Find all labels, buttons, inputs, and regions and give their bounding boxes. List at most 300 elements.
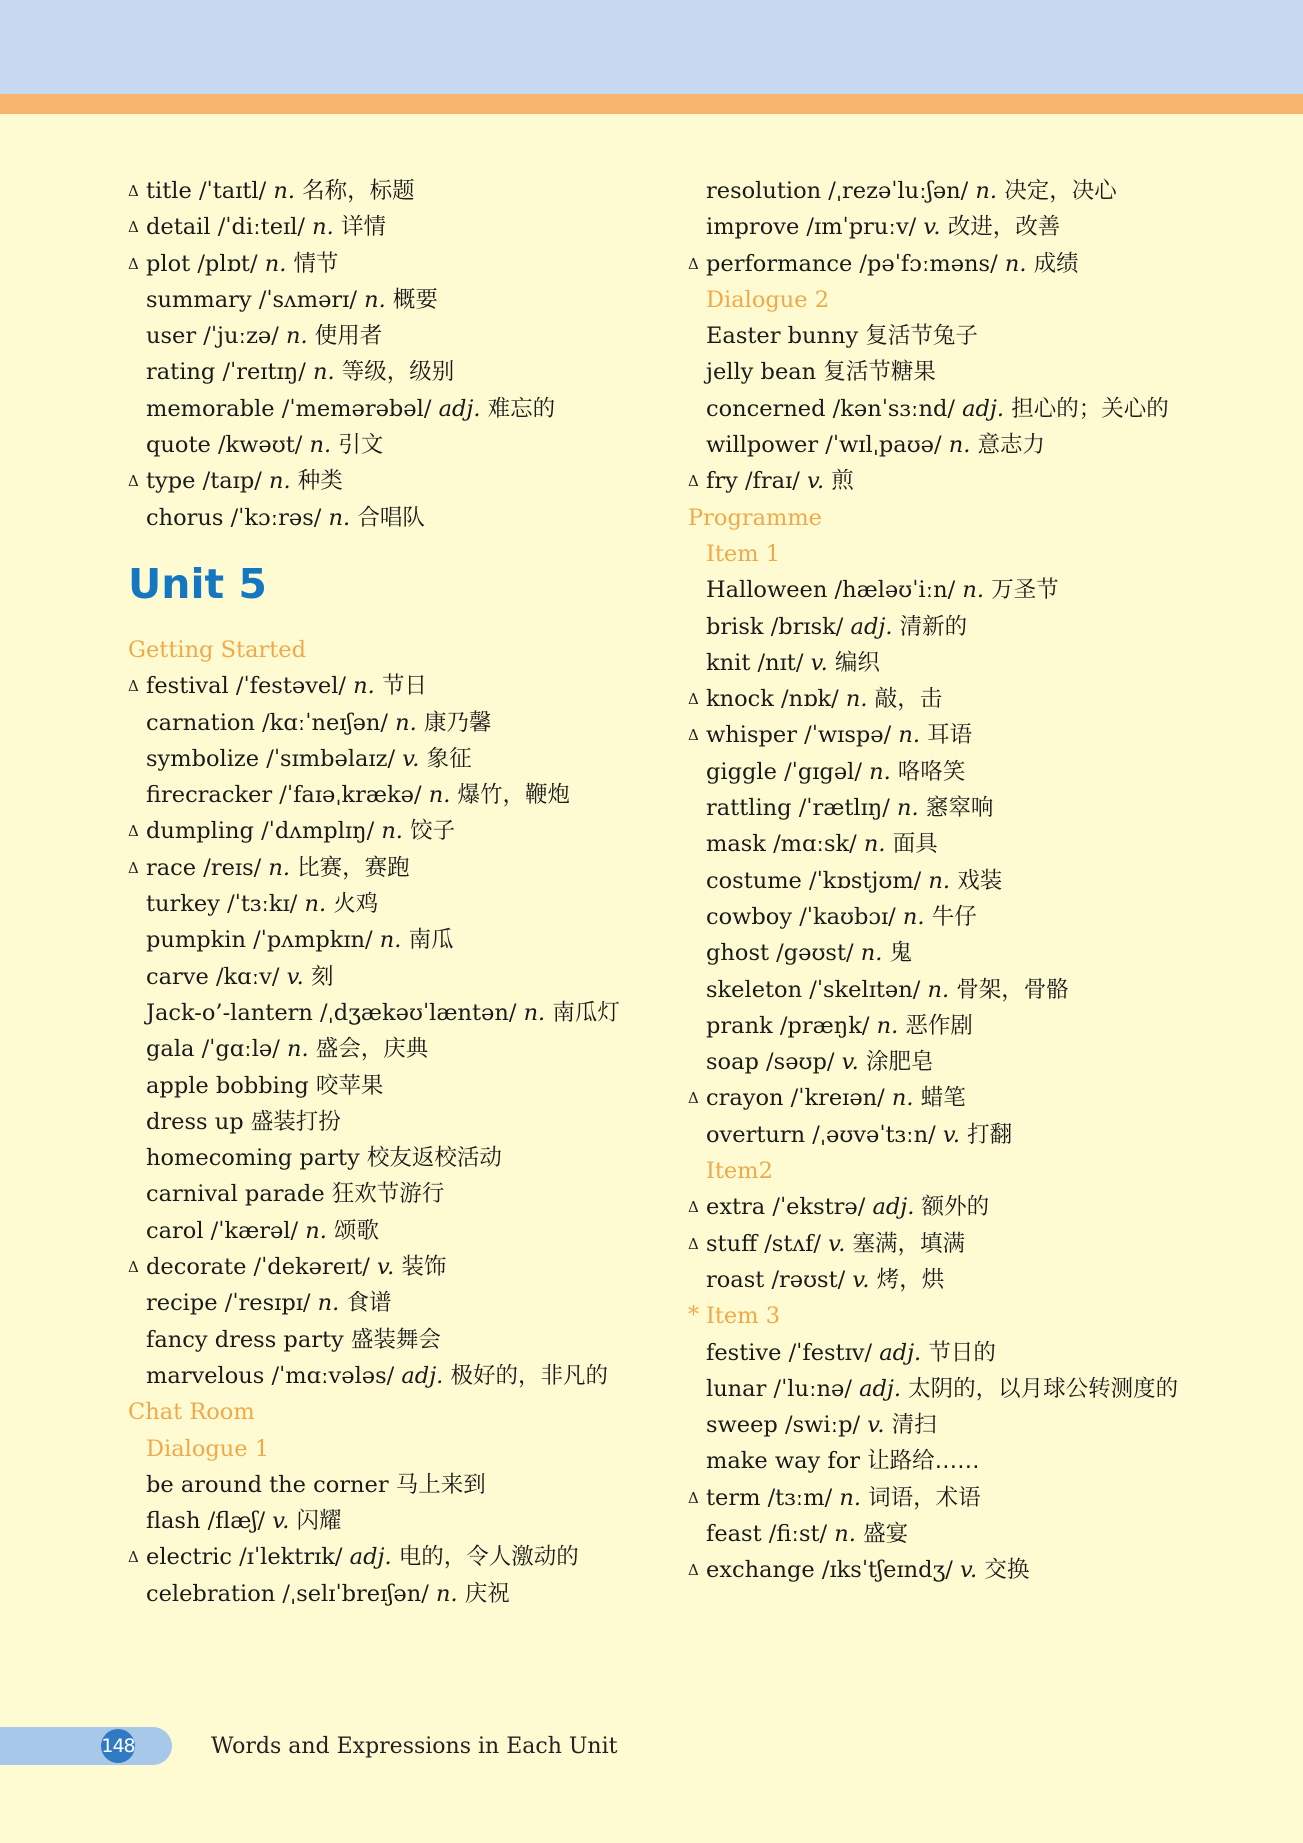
- vocab-entry: [128, 463, 658, 499]
- entry-word: giggle /ˈgɪgəl/: [706, 758, 870, 785]
- entry-translation: 复活节糖果: [823, 359, 936, 386]
- entry-word: chorus /ˈkɔːrəs/: [146, 504, 329, 531]
- entry-word: memorable /ˈmemərəbəl/: [146, 395, 439, 422]
- section-label: Item2: [706, 1158, 773, 1185]
- delta-marker-icon: Δ: [128, 677, 139, 696]
- entry-word: detail /ˈdiːteɪl/: [146, 214, 313, 241]
- entry-translation: 复活节兔子: [865, 323, 978, 350]
- entry-word: knit /nɪt/: [706, 649, 811, 676]
- entry-translation: 改进，改善: [940, 214, 1061, 241]
- entry-translation: 详情: [333, 214, 386, 241]
- entry-part-of-speech: n.: [839, 1484, 861, 1511]
- entry-translation: 闪耀: [289, 1508, 342, 1535]
- entry-word: concerned /kənˈsɜːnd/: [706, 395, 963, 422]
- entry-word: ghost /gəʊst/: [706, 940, 861, 967]
- vocab-entry: [688, 1407, 1288, 1443]
- entry-translation: 清新的: [892, 613, 968, 640]
- entry-word: plot /plɒt/: [146, 250, 265, 277]
- delta-marker-icon: Δ: [688, 690, 699, 709]
- entry-translation: 南瓜: [401, 927, 454, 954]
- entry-part-of-speech: n.: [312, 214, 334, 241]
- vocab-entry: [688, 209, 1288, 245]
- entry-translation: 节日的: [921, 1339, 996, 1366]
- entry-word: turkey /ˈtɜːkɪ/: [146, 891, 305, 918]
- entry-part-of-speech: n.: [317, 1290, 340, 1317]
- entry-translation: 概要: [385, 286, 438, 313]
- vocab-entry: [688, 1189, 1288, 1225]
- page-number: 148: [101, 1729, 135, 1763]
- entry-translation: 火鸡: [326, 891, 379, 918]
- section-label: Item 1: [706, 540, 781, 567]
- section-label: Dialogue 2: [706, 286, 830, 313]
- delta-marker-icon: Δ: [128, 822, 139, 841]
- entry-word: Halloween /hæləʊˈiːn/: [706, 577, 963, 604]
- entry-word: festive /ˈfestɪv/: [706, 1339, 880, 1366]
- vocab-entry: [128, 1104, 658, 1140]
- vocab-entry: [688, 1335, 1288, 1371]
- entry-translation: 康乃馨: [416, 709, 492, 736]
- entry-part-of-speech: adj.: [879, 1339, 922, 1366]
- entry-word: sweep /swiːp/: [706, 1412, 868, 1439]
- entry-part-of-speech: adj.: [859, 1375, 902, 1402]
- entry-translation: 校友返校活动: [366, 1145, 502, 1172]
- vocab-entry: [128, 1358, 658, 1394]
- entry-translation: 盛宴: [855, 1520, 909, 1547]
- entry-translation: 意志力: [970, 432, 1046, 459]
- entry-word: prank /præŋk/: [706, 1012, 877, 1039]
- entry-translation: 盛装舞会: [350, 1326, 441, 1353]
- vocab-entry: [688, 681, 1288, 717]
- vocab-entry: [128, 173, 658, 209]
- entry-part-of-speech: adj.: [962, 395, 1005, 422]
- entry-word: festival /ˈfestəvel/: [146, 673, 354, 700]
- vocab-entry: [128, 959, 658, 995]
- entry-translation: 名称，标题: [295, 178, 415, 204]
- entry-translation: 狂欢节游行: [331, 1181, 445, 1208]
- vocab-entry: [688, 1226, 1288, 1262]
- vocab-entry: [688, 463, 1288, 499]
- section-label: Dialogue 1: [146, 1435, 270, 1462]
- entry-part-of-speech: n.: [1004, 250, 1027, 277]
- vocab-entry: [688, 972, 1288, 1008]
- vocab-entry: [128, 1140, 658, 1176]
- delta-marker-icon: Δ: [688, 1089, 699, 1108]
- section-heading: [688, 1153, 1288, 1189]
- right-column: [688, 173, 1288, 1589]
- entry-word: recipe /ˈresɪpɪ/: [146, 1290, 318, 1317]
- entry-word: performance /pəˈfɔːməns/: [706, 250, 1005, 277]
- vocab-entry: [128, 850, 658, 886]
- entry-translation: 爆竹，鞭炮: [450, 782, 571, 809]
- entry-part-of-speech: n.: [876, 1012, 899, 1039]
- entry-translation: 清扫: [884, 1412, 937, 1439]
- entry-word: skeleton /ˈskelɪtən/: [706, 976, 928, 1003]
- entry-part-of-speech: n.: [928, 867, 951, 894]
- entry-word: race /reɪs/: [146, 854, 269, 881]
- vocab-entry: [128, 282, 658, 318]
- vocab-entry: [688, 1552, 1288, 1588]
- vocab-entry: [128, 1322, 658, 1358]
- vocab-entry: [128, 813, 658, 849]
- entry-part-of-speech: v.: [923, 214, 941, 241]
- entry-part-of-speech: v.: [852, 1266, 870, 1293]
- vocab-entry: [688, 1117, 1288, 1153]
- footer-title: Words and Expressions in Each Unit: [211, 1734, 618, 1759]
- entry-part-of-speech: n.: [305, 1217, 327, 1244]
- entry-translation: 饺子: [402, 818, 456, 845]
- left-column: [128, 173, 658, 1612]
- entry-part-of-speech: n.: [381, 818, 403, 845]
- header-band: [0, 0, 1303, 94]
- vocab-entry: [128, 427, 658, 463]
- entry-word: pumpkin /ˈpʌmpkɪn/: [146, 927, 380, 954]
- entry-part-of-speech: v.: [286, 963, 304, 990]
- vocab-entry: [688, 1480, 1288, 1516]
- delta-marker-icon: Δ: [128, 254, 139, 273]
- entry-word: summary /ˈsʌmərɪ/: [146, 286, 365, 313]
- entry-translation: 咯咯笑: [890, 758, 966, 785]
- entry-part-of-speech: n.: [834, 1520, 856, 1547]
- entry-part-of-speech: v.: [867, 1412, 885, 1439]
- entry-translation: 太阴的，以月球公转测度的: [901, 1375, 1179, 1402]
- entry-translation: 恶作剧: [898, 1012, 973, 1039]
- entry-translation: 难忘的: [480, 395, 556, 422]
- entry-translation: 涂肥皂: [858, 1049, 934, 1076]
- entry-translation: 南瓜灯: [545, 999, 620, 1026]
- entry-part-of-speech: n.: [962, 577, 985, 604]
- entry-part-of-speech: v.: [272, 1508, 290, 1535]
- entry-part-of-speech: n.: [428, 782, 451, 809]
- entry-translation: 象征: [419, 745, 472, 772]
- entry-part-of-speech: n.: [863, 831, 886, 858]
- entry-translation: 种类: [290, 468, 343, 495]
- entry-translation: 词语，术语: [860, 1484, 981, 1511]
- entry-translation: 食谱: [339, 1290, 392, 1317]
- delta-marker-icon: Δ: [688, 726, 699, 745]
- vocab-entry: [128, 777, 658, 813]
- entry-word: carnation /kɑːˈneɪʃən/: [146, 709, 396, 736]
- entry-word: dress up: [146, 1108, 251, 1135]
- delta-marker-icon: Δ: [688, 472, 699, 491]
- delta-marker-icon: Δ: [688, 1198, 699, 1217]
- section-heading: [128, 1394, 658, 1430]
- entry-part-of-speech: n.: [273, 178, 295, 204]
- vocab-entry: [128, 668, 658, 704]
- entry-word: make way for: [706, 1448, 868, 1475]
- entry-word: jelly bean: [706, 359, 824, 386]
- entry-word: willpower /ˈwɪlˌpaʊə/: [706, 432, 949, 459]
- entry-part-of-speech: v.: [810, 649, 828, 676]
- entry-word: celebration /ˌselɪˈbreɪʃən/: [146, 1580, 436, 1607]
- entry-translation: 万圣节: [984, 577, 1059, 604]
- entry-word: lunar /ˈluːnə/: [706, 1375, 860, 1402]
- entry-translation: 决定，决心: [997, 178, 1117, 204]
- entry-word: stuff /stʌf/: [706, 1230, 829, 1257]
- entry-part-of-speech: n.: [286, 1036, 309, 1063]
- vocab-entry: [688, 826, 1288, 862]
- vocab-entry: [688, 645, 1288, 681]
- entry-word: fry /fraɪ/: [706, 468, 807, 495]
- entry-translation: 烤，烘: [869, 1266, 945, 1293]
- vocab-entry: [688, 1371, 1288, 1407]
- entry-word: Easter bunny: [706, 323, 866, 350]
- entry-translation: 合唱队: [350, 504, 425, 531]
- vocab-entry: [128, 500, 658, 536]
- vocab-entry: [128, 1503, 658, 1539]
- entry-word: homecoming party: [146, 1145, 367, 1172]
- entry-word: marvelous /ˈmɑːvələs/: [146, 1362, 402, 1389]
- entry-word: exchange /ɪksˈtʃeɪndʒ/: [706, 1557, 961, 1584]
- entry-translation: 打翻: [960, 1121, 1013, 1148]
- delta-marker-icon: Δ: [128, 1548, 139, 1567]
- vocab-entry: [688, 427, 1288, 463]
- section-heading: [128, 1431, 658, 1467]
- entry-word: gala /ˈgɑːlə/: [146, 1036, 287, 1063]
- entry-part-of-speech: n.: [264, 250, 287, 277]
- entry-part-of-speech: adj.: [850, 613, 893, 640]
- entry-part-of-speech: v.: [806, 468, 825, 495]
- entry-part-of-speech: v.: [960, 1557, 978, 1584]
- entry-translation: 成绩: [1026, 250, 1079, 277]
- section-label: Chat Room: [128, 1399, 255, 1426]
- vocab-entry: [128, 922, 658, 958]
- entry-translation: 敲，击: [867, 686, 943, 713]
- entry-part-of-speech: n.: [312, 359, 335, 386]
- vocab-entry: [688, 717, 1288, 753]
- footer-pill: [0, 1727, 172, 1765]
- entry-part-of-speech: v.: [377, 1254, 395, 1281]
- entry-word: crayon /ˈkreɪən/: [706, 1085, 892, 1112]
- entry-part-of-speech: n.: [902, 903, 925, 930]
- vocab-entry: [688, 572, 1288, 608]
- entry-part-of-speech: n.: [285, 323, 308, 350]
- entry-word: resolution /ˌrezəˈluːʃən/: [706, 178, 976, 204]
- delta-marker-icon: Δ: [128, 182, 139, 200]
- delta-marker-icon: Δ: [688, 1561, 699, 1580]
- entry-part-of-speech: n.: [268, 854, 291, 881]
- entry-part-of-speech: n.: [304, 891, 327, 918]
- entry-word: fancy dress party: [146, 1326, 351, 1353]
- entry-word: soap /səʊp/: [706, 1049, 842, 1076]
- entry-translation: 等级，级别: [334, 359, 455, 386]
- entry-part-of-speech: n.: [869, 758, 891, 785]
- entry-translation: 窸窣响: [918, 795, 994, 822]
- entry-translation: 骨架，骨骼: [949, 976, 1069, 1003]
- entry-part-of-speech: n.: [309, 432, 332, 459]
- entry-part-of-speech: v.: [942, 1121, 961, 1148]
- entry-translation: 蜡笔: [913, 1085, 966, 1112]
- entry-translation: 编织: [827, 649, 880, 676]
- entry-word: feast /fiːst/: [706, 1520, 835, 1547]
- vocab-entry: [128, 318, 658, 354]
- entry-translation: 交换: [977, 1557, 1030, 1584]
- entry-translation: 煎: [824, 468, 854, 495]
- entry-part-of-speech: n.: [353, 673, 375, 700]
- vocab-entry: [688, 1080, 1288, 1116]
- entry-part-of-speech: n.: [364, 286, 386, 313]
- entry-part-of-speech: v.: [841, 1049, 859, 1076]
- entry-translation: 耳语: [920, 722, 973, 749]
- entry-part-of-speech: n.: [927, 976, 950, 1003]
- entry-word: rating /ˈreɪtɪŋ/: [146, 359, 313, 386]
- entry-word: carnival parade: [146, 1181, 332, 1208]
- entry-word: overturn /ˌəʊvəˈtɜːn/: [706, 1121, 943, 1148]
- section-heading: [688, 500, 1288, 536]
- section-label: Item 3: [706, 1303, 781, 1330]
- entry-part-of-speech: n.: [860, 940, 883, 967]
- vocab-entry: [128, 741, 658, 777]
- vocab-entry: [688, 1008, 1288, 1044]
- entry-word: decorate /ˈdekəreɪt/: [146, 1254, 378, 1281]
- vocab-entry: [688, 609, 1288, 645]
- entry-part-of-speech: n.: [948, 432, 971, 459]
- entry-word: quote /kwəʊt/: [146, 432, 310, 459]
- section-heading: [128, 632, 658, 668]
- entry-translation: 情节: [286, 250, 339, 277]
- entry-part-of-speech: adj.: [401, 1362, 444, 1389]
- entry-translation: 塞满，填满: [845, 1230, 966, 1257]
- entry-word: rattling /ˈrætlɪŋ/: [706, 795, 898, 822]
- section-heading: [688, 282, 1288, 318]
- vocab-entry: [688, 790, 1288, 826]
- vocab-entry: [128, 886, 658, 922]
- delta-marker-icon: Δ: [128, 1258, 139, 1277]
- entry-translation: 额外的: [914, 1194, 990, 1221]
- entry-translation: 鬼: [882, 940, 913, 967]
- entry-translation: 使用者: [307, 323, 383, 350]
- vocab-entry: [128, 391, 658, 427]
- entry-translation: 装饰: [394, 1254, 447, 1281]
- vocab-entry: [128, 354, 658, 390]
- entry-translation: 颂歌: [326, 1217, 380, 1244]
- entry-part-of-speech: n.: [897, 795, 919, 822]
- entry-word: term /tɜːm/: [706, 1484, 840, 1511]
- entry-word: brisk /brɪsk/: [706, 613, 851, 640]
- vocab-entry: [688, 318, 1288, 354]
- entry-translation: 极好的，非凡的: [443, 1362, 608, 1389]
- entry-translation: 盛会，庆典: [308, 1036, 429, 1063]
- vocab-entry: [688, 1044, 1288, 1080]
- entry-part-of-speech: n.: [975, 178, 998, 204]
- entry-word: carve /kɑːv/: [146, 963, 287, 990]
- entry-part-of-speech: adj.: [438, 395, 481, 422]
- header-stripe: [0, 94, 1303, 114]
- entry-word: whisper /ˈwɪspə/: [706, 722, 899, 749]
- entry-translation: 节日: [374, 673, 427, 700]
- vocab-entry: [128, 1031, 658, 1067]
- vocab-entry: [688, 354, 1288, 390]
- vocab-entry: [688, 1443, 1288, 1479]
- section-label: Programme: [688, 504, 823, 531]
- entry-translation: 庆祝: [457, 1580, 510, 1607]
- entry-part-of-speech: n.: [379, 927, 402, 954]
- entry-translation: 牛仔: [924, 903, 977, 930]
- entry-part-of-speech: adj.: [872, 1194, 915, 1221]
- entry-word: apple bobbing: [146, 1072, 316, 1099]
- vocab-entry: [688, 863, 1288, 899]
- entry-translation: 盛装打扮: [250, 1108, 341, 1135]
- delta-marker-icon: Δ: [128, 858, 139, 877]
- entry-translation: 引文: [331, 432, 384, 459]
- entry-translation: 比赛，赛跑: [290, 854, 410, 881]
- entry-word: flash /flæʃ/: [146, 1508, 273, 1535]
- vocab-entry: [688, 899, 1288, 935]
- section-heading: [688, 536, 1288, 572]
- entry-translation: 戏装: [950, 867, 1003, 894]
- entry-part-of-speech: n.: [395, 709, 417, 736]
- entry-part-of-speech: n.: [435, 1580, 458, 1607]
- star-marker-icon: *: [688, 1303, 699, 1329]
- entry-part-of-speech: n.: [269, 468, 291, 495]
- entry-part-of-speech: v.: [828, 1230, 846, 1257]
- entry-word: user /ˈjuːzə/: [146, 323, 286, 350]
- entry-part-of-speech: n.: [891, 1085, 914, 1112]
- vocab-entry: [688, 754, 1288, 790]
- vocab-entry: [128, 1213, 658, 1249]
- entry-part-of-speech: adj.: [349, 1544, 392, 1571]
- entry-part-of-speech: n.: [845, 686, 868, 713]
- delta-marker-icon: Δ: [128, 218, 139, 237]
- entry-translation: 让路给……: [867, 1448, 980, 1475]
- entry-word: extra /ˈekstrə/: [706, 1194, 873, 1221]
- vocab-entry: [688, 1262, 1288, 1298]
- vocab-entry: [688, 935, 1288, 971]
- delta-marker-icon: Δ: [688, 1234, 699, 1253]
- entry-part-of-speech: n.: [898, 722, 920, 749]
- vocab-entry: [688, 1516, 1288, 1552]
- entry-word: roast /rəʊst/: [706, 1266, 853, 1293]
- entry-word: mask /mɑːsk/: [706, 831, 864, 858]
- entry-translation: 电的，令人激动的: [391, 1544, 579, 1571]
- unit-heading: Unit 5: [128, 559, 267, 608]
- vocab-entry: [128, 209, 658, 245]
- entry-word: be around the corner: [146, 1471, 396, 1498]
- entry-word: type /taɪp/: [146, 468, 269, 495]
- entry-translation: 刻: [303, 963, 334, 990]
- entry-part-of-speech: v.: [402, 745, 420, 772]
- entry-word: title /ˈtaɪtl/: [146, 178, 274, 204]
- delta-marker-icon: Δ: [128, 472, 139, 491]
- vocab-entry: [128, 1467, 658, 1503]
- entry-word: electric /ɪˈlektrɪk/: [146, 1544, 350, 1571]
- vocab-entry: [128, 995, 658, 1031]
- entry-word: knock /nɒk/: [706, 686, 846, 713]
- entry-word: costume /ˈkɒstjʊm/: [706, 867, 929, 894]
- entry-translation: 咬苹果: [315, 1072, 384, 1099]
- vocab-entry: [128, 1285, 658, 1321]
- entry-word: symbolize /ˈsɪmbəlaɪz/: [146, 745, 403, 772]
- vocab-entry: [128, 1576, 658, 1612]
- vocab-entry: [688, 391, 1288, 427]
- entry-translation: 面具: [885, 831, 938, 858]
- entry-word: improve /ɪmˈpruːv/: [706, 214, 924, 241]
- vocab-entry: [688, 246, 1288, 282]
- vocab-entry: [128, 1249, 658, 1285]
- entry-word: firecracker /ˈfaɪəˌkrækə/: [146, 782, 429, 809]
- section-label: Getting Started: [128, 636, 307, 663]
- entry-translation: 担心的；关心的: [1004, 395, 1169, 422]
- entry-translation: 马上来到: [395, 1471, 486, 1498]
- vocab-entry: [128, 1068, 658, 1104]
- delta-marker-icon: Δ: [688, 1488, 699, 1507]
- delta-marker-icon: Δ: [688, 254, 699, 273]
- vocab-entry: [128, 1176, 658, 1212]
- entry-word: dumpling /ˈdʌmplɪŋ/: [146, 818, 382, 845]
- section-heading: [688, 1298, 1288, 1334]
- entry-word: carol /ˈkærəl/: [146, 1217, 306, 1244]
- vocab-entry: [128, 705, 658, 741]
- entry-part-of-speech: n.: [523, 999, 546, 1026]
